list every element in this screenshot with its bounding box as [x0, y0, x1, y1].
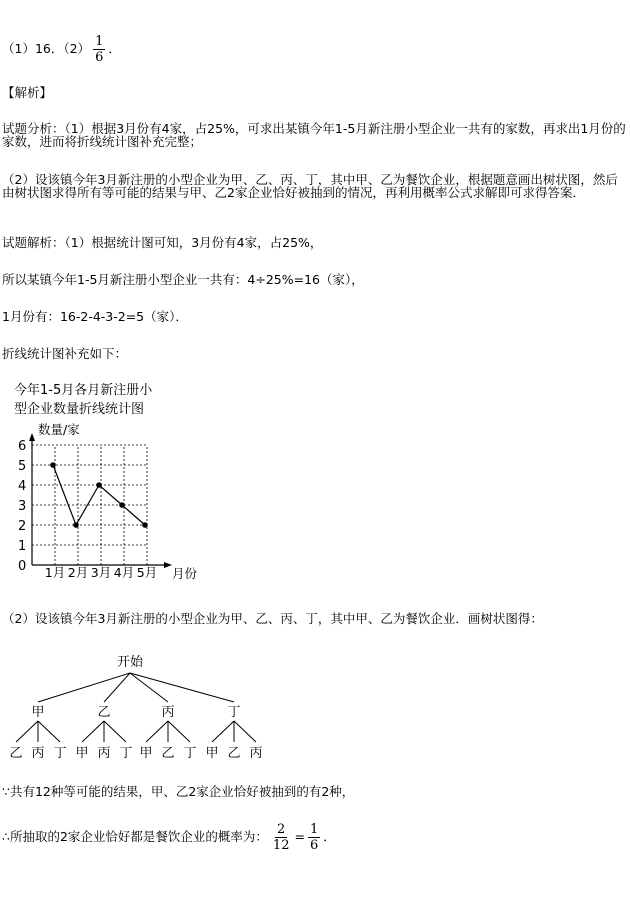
tree-level1-node: 乙: [97, 705, 111, 720]
answer-fraction: [93, 34, 105, 65]
chart-y-axis-label: 数量/家: [38, 422, 80, 437]
tree-level2-node: 乙: [227, 746, 241, 761]
equals-sign: =: [294, 829, 305, 844]
tree-level1-node: 甲: [31, 705, 45, 720]
tree-level2-node: 丁: [53, 746, 67, 761]
section-heading: 【解析】: [2, 85, 53, 100]
chart-x-axis-label: 月份: [172, 566, 198, 581]
tree-level1-node: 丙: [161, 705, 175, 720]
frac1-denominator: 12: [272, 838, 290, 853]
chart-series: [50, 462, 148, 528]
frac2-numerator: 1: [309, 822, 319, 837]
tree-branch: [82, 721, 104, 742]
analysis-p1-text: （1）根据3月份有4家，占25%，可求出某镇今年1-5月新注册小型企业一共有的家数，再求出1月份的家数，进而将折线统计图补充完整；: [2, 121, 626, 149]
data-point: [73, 522, 79, 528]
x-tick-label: 1月: [44, 565, 66, 580]
answer-part1: （1）16．（2）: [2, 41, 91, 56]
chart-title-line1: 今年1-5月各月新注册小: [14, 383, 153, 398]
y-tick-label: 4: [18, 479, 27, 494]
tree-level2-node: 甲: [139, 746, 153, 761]
solution-line-3: 1月份有：16-2-4-3-2=5（家）．: [2, 309, 188, 324]
y-tick-label: 3: [18, 499, 27, 514]
tree-branch: [130, 673, 168, 702]
solution-line-7: [2, 822, 336, 853]
tree-level2-node: 甲: [75, 746, 89, 761]
probability-prefix: ∴所抽取的2家企业恰好都是餐饮企业的概率为：: [2, 829, 268, 844]
data-point: [119, 502, 125, 508]
tree-level2-node: 乙: [161, 746, 175, 761]
y-tick-label: 0: [18, 559, 27, 574]
answer-numerator: 1: [95, 34, 104, 49]
tree-diagram: [0, 650, 300, 770]
chart-y-ticks: [18, 439, 26, 574]
tree-branch: [38, 721, 60, 742]
probability-end: ．: [323, 829, 336, 844]
tree-level2-node: 甲: [205, 746, 219, 761]
tree-level2-node: 丁: [119, 746, 133, 761]
chart-x-ticks: [45, 565, 157, 580]
solution-line-6: ∵共有12种等可能的结果，甲、乙2家企业恰好被抽到的有2种，: [2, 784, 355, 799]
tree-level2-node: 乙: [9, 746, 23, 761]
x-axis-arrow: [164, 562, 172, 568]
tree-branch: [146, 721, 168, 742]
y-tick-label: 2: [18, 519, 27, 534]
solution-line-4: 折线统计图补充如下：: [2, 346, 128, 361]
y-axis-arrow: [29, 433, 35, 441]
analysis-label: 试题分析：: [2, 121, 65, 136]
tree-branch: [16, 721, 38, 742]
tree-root: 开始: [116, 655, 144, 670]
tree-level1-node: 丁: [227, 705, 241, 720]
data-point: [96, 482, 102, 488]
y-tick-label: 5: [18, 459, 27, 474]
y-tick-label: 6: [18, 439, 27, 454]
solution-line-1: 试题解析：（1）根据统计图可知，3月份有4家，占25%，: [2, 235, 323, 250]
tree-branch: [38, 673, 130, 702]
solution-line-5: （2）设该镇今年3月新注册的小型企业为甲、乙、丙、丁，其中甲、乙为餐饮企业．画树状图得：: [2, 611, 543, 626]
answer-line: [2, 34, 121, 65]
solution-line-2: 所以某镇今年1-5月新注册小型企业一共有：4÷25%=16（家），: [2, 272, 364, 287]
tree-branch: [168, 721, 190, 742]
tree-level2-node: 丙: [97, 746, 111, 761]
tree-branch: [104, 721, 126, 742]
frac2-denominator: 6: [309, 838, 319, 853]
analysis-p2: （2）设该镇今年3月新注册的小型企业为甲、乙、丙、丁，其中甲、乙为餐饮企业，根据题意画出树状图，然后由树状图求得所有等可能的结果与甲、乙2家企业恰好被抽到的情况，再利用概率公式求解即可求得答案．: [2, 172, 618, 200]
tree-branch: [234, 721, 256, 742]
fraction-1-6: [308, 822, 320, 853]
x-tick-label: 4月: [113, 565, 135, 580]
x-tick-label: 3月: [90, 565, 112, 580]
tree-branch: [130, 673, 234, 702]
answer-end: ．: [108, 41, 121, 56]
series-line: [53, 465, 145, 525]
data-point: [142, 522, 148, 528]
tree-nodes: [9, 655, 262, 761]
x-tick-label: 2月: [67, 565, 89, 580]
answer-denominator: 6: [95, 50, 104, 65]
frac1-numerator: 2: [277, 822, 286, 837]
data-point: [50, 462, 56, 468]
chart-axes: [29, 433, 172, 568]
fraction-2-12: [271, 822, 292, 853]
tree-level2-node: 丙: [249, 746, 263, 761]
y-tick-label: 1: [18, 539, 27, 554]
analysis-p1: [2, 122, 626, 148]
line-chart: [0, 380, 220, 590]
tree-level2-node: 丙: [31, 746, 45, 761]
chart-grid: [32, 445, 147, 565]
tree-branches: [16, 673, 256, 742]
tree-branch: [212, 721, 234, 742]
chart-title-line2: 型企业数量折线统计图: [14, 402, 145, 417]
x-tick-label: 5月: [136, 565, 158, 580]
tree-level2-node: 丁: [183, 746, 197, 761]
